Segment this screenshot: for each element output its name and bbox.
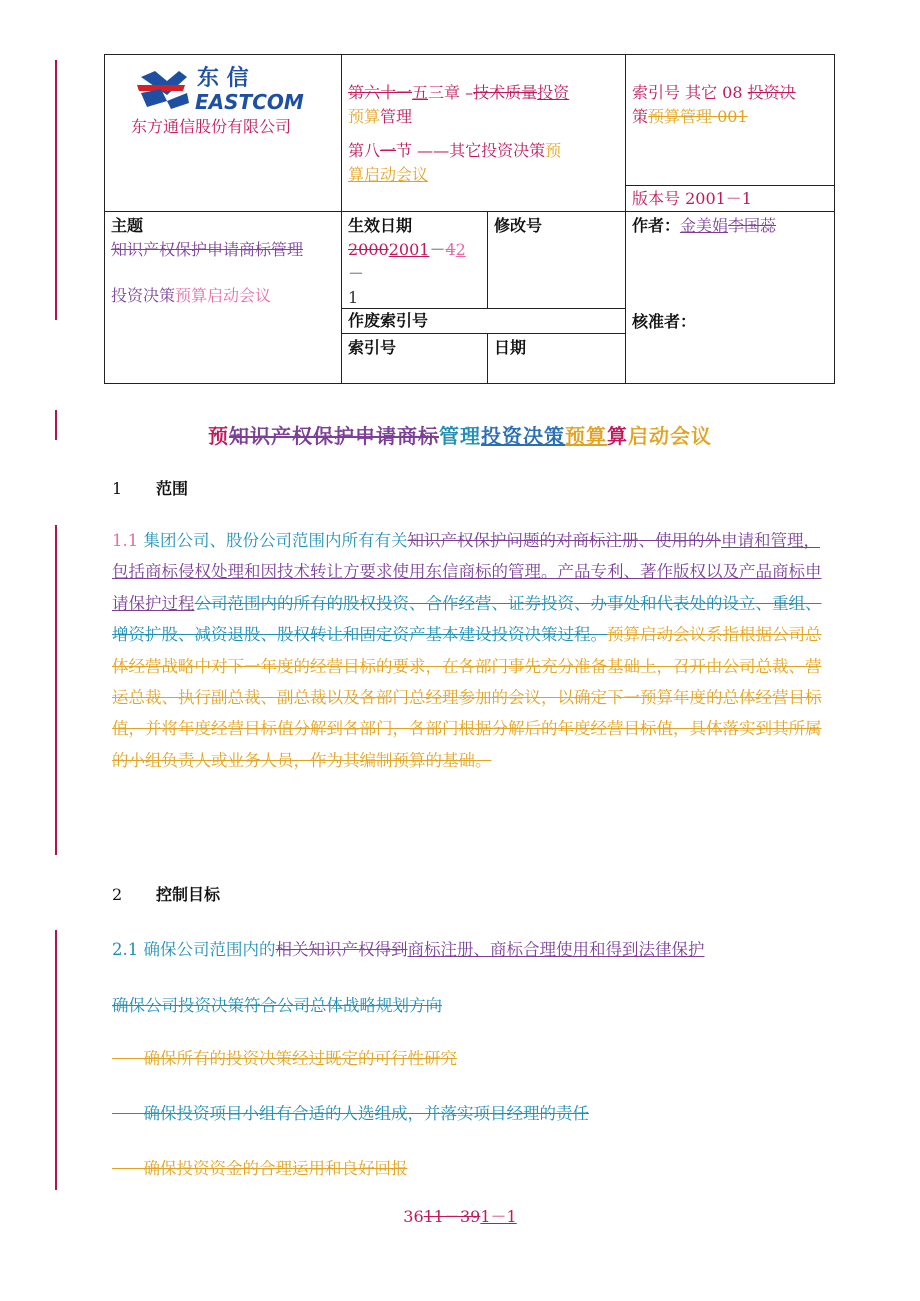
text-run: 金美娟 <box>680 216 729 235</box>
text-run: 确保公司投资决策符合公司总体战略规划方向 <box>112 996 442 1015</box>
page-number <box>0 1204 920 1227</box>
text-run: 节 <box>396 141 413 160</box>
revision-bar <box>55 930 57 1190</box>
revision-label: 修改号 <box>494 216 543 235</box>
effective-date-cell <box>341 211 488 309</box>
text-run: 策 <box>632 107 649 126</box>
text-run: 知识产权保护申请商标管理 <box>111 240 304 259</box>
company-cell <box>104 54 342 212</box>
section-title: 控制目标 <box>156 885 221 904</box>
text-run: 一 <box>396 83 413 102</box>
logo-cn-text: 东 信 <box>197 66 249 91</box>
void-index-cell <box>341 308 626 334</box>
document-title <box>0 420 920 449</box>
subject-line-1 <box>111 238 335 262</box>
index-cell <box>625 54 835 186</box>
text-run: 启动会议 <box>628 424 712 448</box>
date-cell <box>487 333 626 384</box>
chapter-cell <box>341 54 626 212</box>
revision-bar <box>55 60 57 320</box>
text-run: 投资 <box>537 83 570 102</box>
goal-line <box>112 1045 457 1069</box>
goal-line <box>112 1100 589 1124</box>
text-run: 预算启动会议系指根据公司总体经营战略中对下一年度的经营目标的要求，在各部门事先充分准备基础上，召开由公司总裁、营运总裁、执行副总裁、副总裁以及各部门总经理参加的会议，以确定下一预算年度的总体经营目标值，并将年度经营目标值分解到各部门，各部门根据分解后的年度经营目标值，具体落实到其所属的小组负责人或业务人员，作为其编制预算的基础。 <box>112 625 822 770</box>
text-run: 投资决策 <box>111 286 176 305</box>
text-run: 其它投资决策 <box>449 141 546 160</box>
goal-line <box>112 936 705 960</box>
text-run: 公司范围内的所有的股权投资、合作经营、证券投资、办事处和代表处的设立、重组、增资扩股、减资退股、股权转让和固定资产基本建设投资决策过程。 <box>112 593 822 645</box>
index-number-cell <box>341 333 488 384</box>
effective-date-line-1 <box>348 238 481 286</box>
text-run: 管理 <box>439 424 481 448</box>
subject-line-2 <box>111 284 335 308</box>
text-run: 索引号 <box>632 83 686 102</box>
text-run: 投资决策 <box>481 424 565 448</box>
text-run: 36 <box>403 1207 424 1226</box>
effective-date-label: 生效日期 <box>348 216 413 235</box>
section-number: 1 <box>112 479 123 498</box>
index-line-2 <box>632 105 828 129</box>
text-run: 李国蕊 <box>728 216 777 235</box>
index-line-1 <box>632 81 828 105</box>
effective-date-line-2 <box>348 286 481 310</box>
text-run: 4 <box>445 240 456 259</box>
text-run: 算启动会议 <box>348 165 429 184</box>
chapter-line-1 <box>348 81 619 105</box>
section-title: 范围 <box>156 479 189 498</box>
logo-en-text: EASTCOM <box>195 90 304 114</box>
text-run: —— <box>412 141 450 160</box>
text-run: 一 <box>380 141 397 160</box>
text-run: 算 <box>607 424 628 448</box>
text-run: 投资决 <box>747 83 796 102</box>
void-index-label: 作废索引号 <box>348 311 429 330</box>
text-run: － <box>348 264 365 283</box>
text-run: 知识产权保护问题的对商标注册、使用的外 <box>407 531 721 550</box>
text-run: 第八 <box>348 141 381 160</box>
text-run: 2.1 <box>112 940 144 959</box>
chapter-line-4 <box>348 163 619 187</box>
text-run: 1.1 <box>112 531 144 550</box>
text-run: 11－39 <box>423 1207 481 1226</box>
text-run: 知识产权保护申请商标 <box>229 424 439 448</box>
document-header-table <box>104 54 835 384</box>
text-run: 1－1 <box>480 1207 517 1226</box>
text-run: 商标注册、商标合理使用和得到法律保护 <box>407 940 705 959</box>
text-run: 预 <box>208 424 229 448</box>
text-run: 1 <box>348 288 359 307</box>
index-number-label: 索引号 <box>348 338 397 357</box>
chapter-line-2 <box>348 105 619 129</box>
chapter-line-3 <box>348 139 619 163</box>
text-run: 确保投资资金的合理运用和良好回报 <box>112 1159 408 1178</box>
text-run: 技术质量 <box>473 83 538 102</box>
date-label: 日期 <box>494 338 527 357</box>
text-run: 其它 08 <box>685 83 748 102</box>
version-cell <box>625 185 835 212</box>
author-label: 作者： <box>632 216 681 235</box>
company-name: 东方通信股份有限公司 <box>131 117 292 136</box>
text-run: 预 <box>545 141 562 160</box>
text-run: 2 <box>455 240 466 259</box>
section-2-heading <box>112 882 220 905</box>
text-run: 管理 <box>380 107 413 126</box>
approver-label: 核准者： <box>632 312 697 331</box>
text-run: 确保所有的投资决策经过既定的可行性研究 <box>112 1049 457 1068</box>
section-1-heading <box>112 476 188 499</box>
subject-label: 主题 <box>111 216 144 235</box>
text-run: 预算启动会议 <box>175 286 272 305</box>
text-run: – <box>465 83 474 102</box>
text-run: 确保投资项目小组有合适的人选组成，并落实项目经理的责任 <box>112 1104 589 1123</box>
section-number: 2 <box>112 885 123 904</box>
text-run: 预算管理 001 <box>648 107 748 126</box>
text-run: 申请和管理，包括商标侵权处理和因技术转让方要求使用东信商标的管理。产品专利、著作版权以及产品商标申请保护过程 <box>112 531 822 613</box>
text-run: 2000 <box>348 240 389 259</box>
text-run: 确保公司范围内的 <box>143 940 276 959</box>
text-run: 三章 <box>428 83 461 102</box>
author-names <box>680 216 776 235</box>
goal-line <box>112 1155 407 1179</box>
text-run: 五 <box>412 83 429 102</box>
eastcom-logo <box>127 63 327 115</box>
goal-line <box>112 992 442 1016</box>
text-run: 第六十 <box>348 83 397 102</box>
version-number: 版本号 2001－1 <box>632 189 752 208</box>
text-run: 预算 <box>565 424 607 448</box>
text-run: 集团公司、股份公司 <box>143 531 292 550</box>
text-run: 预算 <box>348 107 381 126</box>
text-run: 范围内所有有关 <box>292 531 408 550</box>
subject-cell <box>104 211 342 384</box>
text-run: 相关知识产权得到 <box>275 940 408 959</box>
revision-cell <box>487 211 626 309</box>
text-run: － <box>429 240 446 259</box>
author-cell <box>625 211 835 384</box>
text-run: 2001 <box>388 240 430 259</box>
scope-paragraph <box>112 525 832 776</box>
revision-bar <box>55 525 57 855</box>
